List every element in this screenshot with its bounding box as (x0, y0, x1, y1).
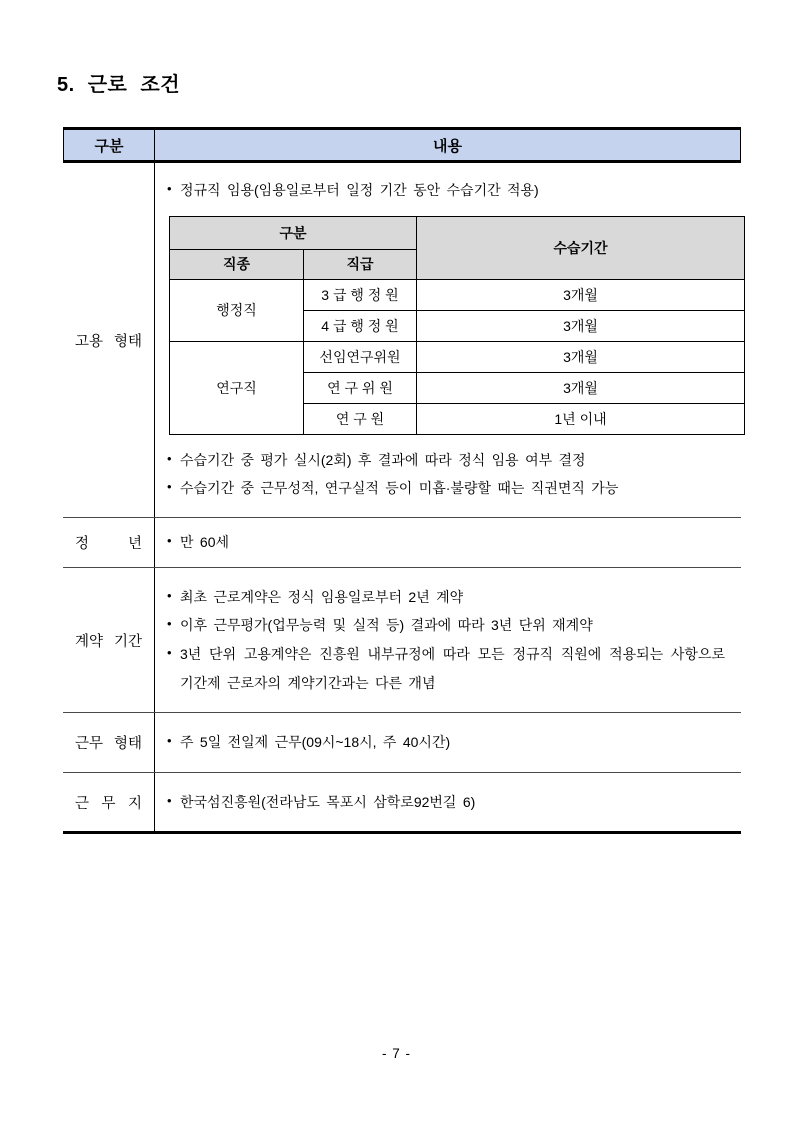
row-retirement-age (63, 518, 741, 568)
cell-jobtype-admin: 행정직 (170, 279, 304, 341)
cell-grade: 연 구 원 (304, 403, 417, 434)
page-title: 5. 근로 조건 (57, 74, 181, 96)
inner-header-row-1 (170, 216, 745, 249)
header-cell-category: 구분 (64, 130, 155, 160)
row-workplace (63, 773, 741, 831)
cell-period: 3개월 (417, 279, 745, 310)
bullet-item: • 이후 근무평가(업무능력 및 실적 등) 결과에 따라 3년 단위 재계약 (166, 611, 725, 640)
row-label: 근 무 지 (75, 795, 142, 812)
table-row (170, 341, 745, 372)
cell-grade: 3 급 행 정 원 (304, 279, 417, 310)
row-employment-type (63, 163, 741, 518)
row-work-schedule (63, 713, 741, 773)
table-body (63, 163, 741, 834)
table-row (170, 279, 745, 310)
bullet-item: • 만 60세 (166, 530, 725, 555)
probation-period-table (169, 216, 745, 435)
inner-header-category: 구분 (170, 216, 417, 249)
cell-grade: 선임연구위원 (304, 341, 417, 372)
row-label: 근무 형태 (75, 736, 142, 752)
cell-period: 3개월 (417, 341, 745, 372)
content-cell-employment-type (155, 163, 761, 517)
bullet-item: • 정규직 임용(임용일로부터 일정 기간 동안 수습기간 적용) (166, 178, 745, 203)
cell-period: 1년 이내 (417, 403, 745, 434)
cell-grade: 4 급 행 정 원 (304, 310, 417, 341)
content-cell-work-schedule (155, 713, 741, 772)
working-conditions-table (63, 127, 741, 834)
cell-period: 3개월 (417, 310, 745, 341)
content-cell-workplace (155, 773, 741, 831)
cell-grade: 연 구 위 원 (304, 372, 417, 403)
inner-header-grade: 직급 (304, 249, 417, 279)
bullet-item: • 3년 단위 고용계약은 진흥원 내부규정에 따라 모든 정규직 직원에 적용되는 사항으로 기간제 근로자의 계약기간과는 다른 개념 (166, 640, 725, 697)
header-cell-content: 내용 (433, 137, 462, 155)
label-cell-employment-type (63, 163, 155, 517)
label-cell-retirement-age (63, 518, 155, 567)
table-header-row (63, 127, 741, 163)
cell-period: 3개월 (417, 372, 745, 403)
page-number: - 7 - (381, 1046, 411, 1061)
content-cell-retirement-age (155, 518, 741, 567)
inner-header-jobtype: 직종 (170, 249, 304, 279)
row-contract-period (63, 568, 741, 713)
row-label: 정 년 (75, 536, 142, 552)
label-cell-work-schedule (63, 713, 155, 772)
label-cell-workplace (63, 773, 155, 831)
bullet-item: • 한국섬진흥원(전라남도 목포시 삼학로92번길 6) (166, 790, 725, 815)
bullet-item: • 최초 근로계약은 정식 임용일로부터 2년 계약 (166, 583, 725, 612)
bullet-item: • 수습기간 중 근무성적, 연구실적 등이 미흡·불량할 때는 직권면직 가능 (166, 474, 745, 503)
cell-jobtype-research: 연구직 (170, 341, 304, 434)
label-cell-contract-period (63, 568, 155, 712)
content-cell-contract-period (155, 568, 741, 712)
inner-header-probation-period: 수습기간 (417, 216, 745, 279)
row-label: 고용 형태 (75, 333, 142, 350)
bullet-item: • 수습기간 중 평가 실시(2회) 후 결과에 따라 정식 임용 여부 결정 (166, 446, 745, 475)
row-label: 계약 기간 (75, 633, 142, 650)
probation-notes (166, 446, 745, 503)
bullet-item: • 주 5일 전일제 근무(09시~18시, 주 40시간) (166, 730, 725, 755)
